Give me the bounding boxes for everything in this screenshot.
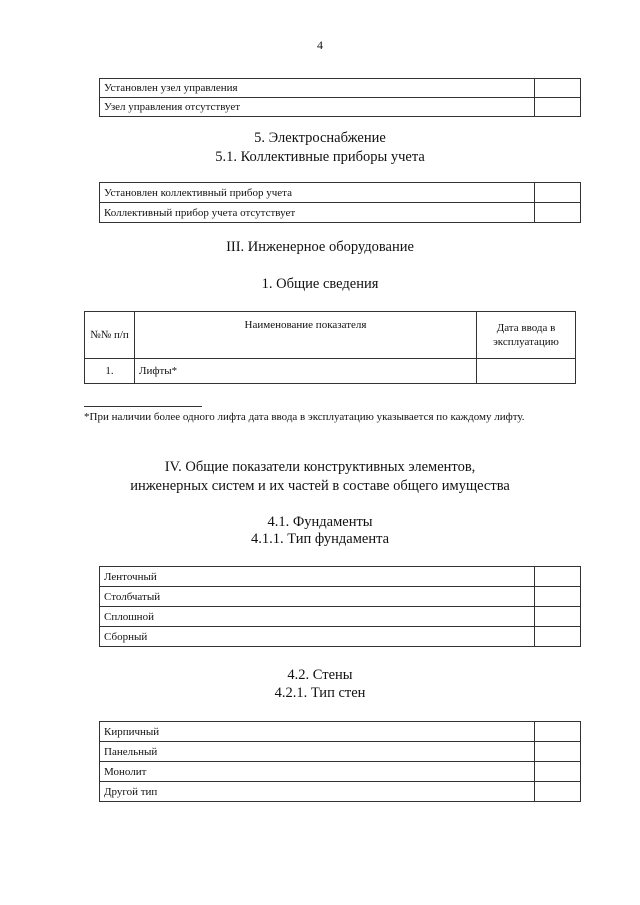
row-name: Лифты* — [135, 359, 477, 384]
equipment-table — [84, 311, 576, 384]
option-checkbox-cell[interactable] — [535, 627, 581, 647]
table-row — [100, 203, 581, 223]
option-label: Другой тип — [100, 782, 535, 802]
option-label: Монолит — [100, 762, 535, 782]
table-row — [100, 762, 581, 782]
foundations-heading: 4.1. Фундаменты — [267, 514, 373, 530]
option-checkbox-cell[interactable] — [535, 203, 581, 223]
foundation-type-table — [99, 566, 581, 647]
option-checkbox-cell[interactable] — [535, 782, 581, 802]
table-row — [85, 359, 576, 384]
table-row — [100, 79, 581, 98]
electricity-heading: 5. Электроснабжение — [254, 130, 386, 146]
option-label: Столбчатый — [100, 587, 535, 607]
section4-heading-line2: инженерных систем и их частей в составе общего имущества — [130, 478, 510, 494]
foundations-subheading: 4.1.1. Тип фундамента — [250, 531, 390, 547]
option-label: Узел управления отсутствует — [100, 98, 535, 117]
page-number: 4 — [317, 38, 323, 52]
option-label: Коллективный прибор учета отсутствует — [100, 203, 535, 223]
option-checkbox-cell[interactable] — [535, 607, 581, 627]
footnote: *При наличии более одного лифта дата ввода в эксплуатацию указывается по каждому лифту. — [84, 411, 525, 423]
table-header-row — [85, 312, 576, 359]
table-row — [100, 567, 581, 587]
table-row — [100, 607, 581, 627]
col-date-header: Дата ввода в эксплуатацию — [477, 312, 576, 359]
footnote-divider — [84, 406, 202, 407]
table-row — [100, 183, 581, 203]
engineering-subheading: 1. Общие сведения — [261, 276, 379, 292]
walls-heading: 4.2. Стены — [287, 667, 353, 683]
engineering-heading: III. Инженерное оборудование — [226, 239, 414, 255]
table-row — [100, 722, 581, 742]
option-checkbox-cell[interactable] — [535, 762, 581, 782]
table-row — [100, 587, 581, 607]
row-number: 1. — [85, 359, 135, 384]
row-date-cell[interactable] — [477, 359, 576, 384]
option-checkbox-cell[interactable] — [535, 742, 581, 762]
option-checkbox-cell[interactable] — [535, 98, 581, 117]
control-unit-table — [99, 78, 581, 117]
walls-subheading: 4.2.1. Тип стен — [274, 685, 366, 701]
table-row — [100, 742, 581, 762]
col-name-header: Наименование показателя — [135, 312, 477, 359]
option-label: Сборный — [100, 627, 535, 647]
option-checkbox-cell[interactable] — [535, 183, 581, 203]
electricity-table — [99, 182, 581, 223]
wall-type-table — [99, 721, 581, 802]
table-row — [100, 627, 581, 647]
option-label: Панельный — [100, 742, 535, 762]
option-label: Сплошной — [100, 607, 535, 627]
option-label: Установлен коллективный прибор учета — [100, 183, 535, 203]
option-label: Установлен узел управления — [100, 79, 535, 98]
option-checkbox-cell[interactable] — [535, 79, 581, 98]
electricity-subheading: 5.1. Коллективные приборы учета — [215, 149, 425, 165]
col-number-header: №№ п/п — [85, 312, 135, 359]
table-row — [100, 98, 581, 117]
section4-heading-line1: IV. Общие показатели конструктивных элементов, — [164, 459, 476, 475]
option-checkbox-cell[interactable] — [535, 567, 581, 587]
option-label: Ленточный — [100, 567, 535, 587]
table-row — [100, 782, 581, 802]
option-label: Кирпичный — [100, 722, 535, 742]
option-checkbox-cell[interactable] — [535, 587, 581, 607]
option-checkbox-cell[interactable] — [535, 722, 581, 742]
